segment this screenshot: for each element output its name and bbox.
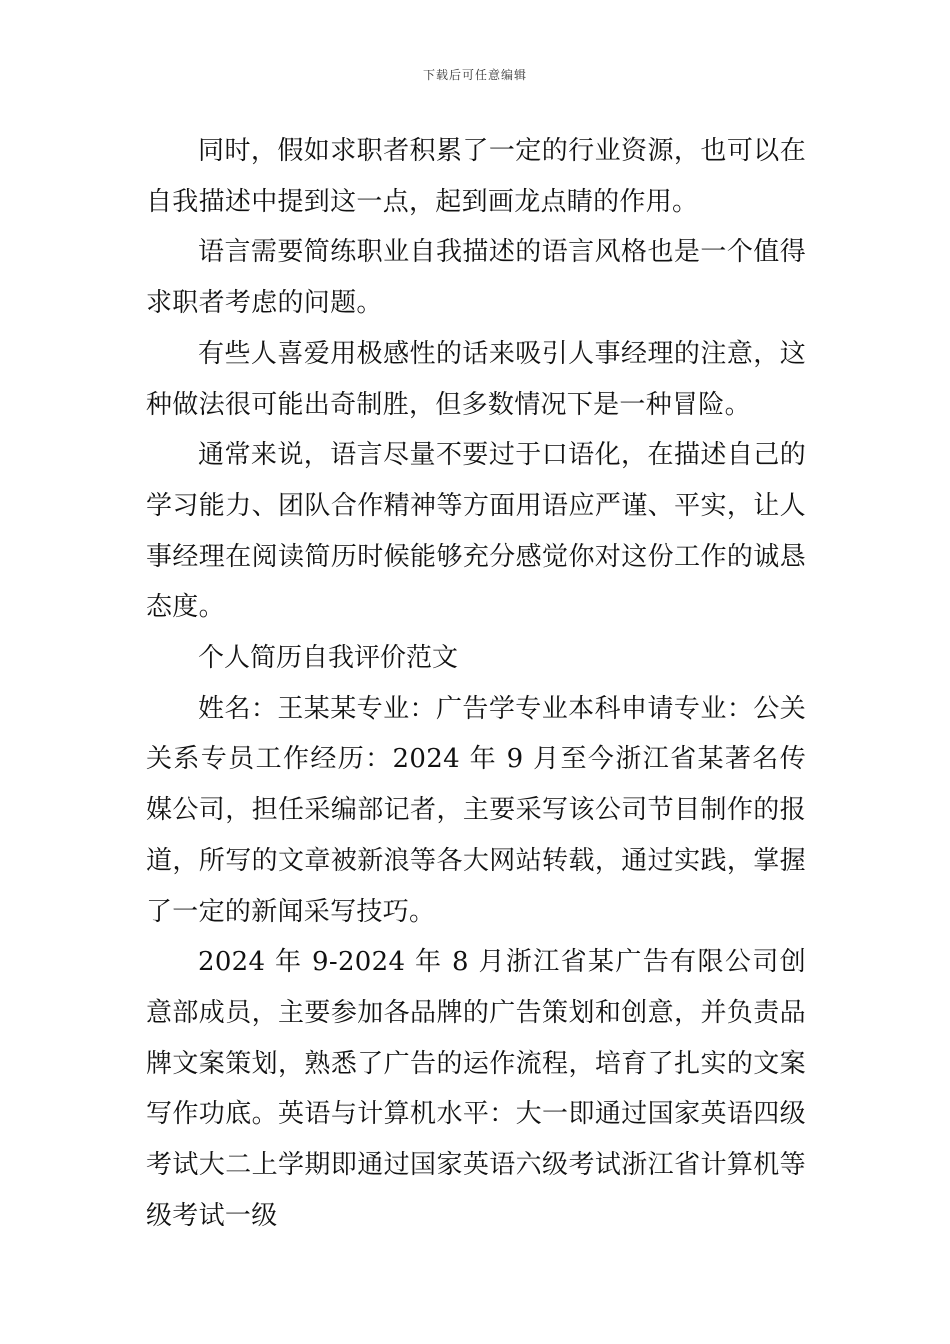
paragraph-work-experience-2: 2024 年 9-2024 年 8 月浙江省某广告有限公司创意部成员，主要参加各品牌的广告策划和创意，并负责品牌文案策划，熟悉了广告的运作流程，培育了扎实的文案写作功底。英语与计算机水平：大一即通过国家英语四级考试大二上学期即通过国家英语六级考试浙江省计算机等级考试一级	[146, 947, 806, 1231]
paragraph-industry-resources: 同时，假如求职者积累了一定的行业资源，也可以在自我描述中提到这一点，起到画龙点睛的作用。	[146, 136, 806, 217]
paragraph-emotional-words: 有些人喜爱用极感性的话来吸引人事经理的注意，这种做法很可能出奇制胜，但多数情况下是一种冒险。	[146, 338, 806, 420]
paragraph-work-experience-1: 姓名：王某某专业：广告学专业本科申请专业：公关关系专员工作经历：2024 年 9 月至今浙江省某著名传媒公司，担任采编部记者，主要采写该公司节目制作的报道，所写的文章被新浪等各大网站转载，通过实践，掌握了一定的新闻采写技巧。	[146, 693, 806, 927]
paragraph-language-style: 语言需要简练职业自我描述的语言风格也是一个值得求职者考虑的问题。	[146, 237, 806, 319]
document-body	[146, 126, 806, 1241]
paragraph-avoid-colloquial: 通常来说，语言尽量不要过于口语化，在描述自己的学习能力、团队合作精神等方面用语应严谨、平实，让人事经理在阅读简历时候能够充分感觉你对这份工作的诚恳态度。	[146, 440, 806, 623]
page-header: 下载后可任意编辑	[422, 68, 527, 82]
section-heading-sample: 个人简历自我评价范文	[198, 643, 459, 674]
